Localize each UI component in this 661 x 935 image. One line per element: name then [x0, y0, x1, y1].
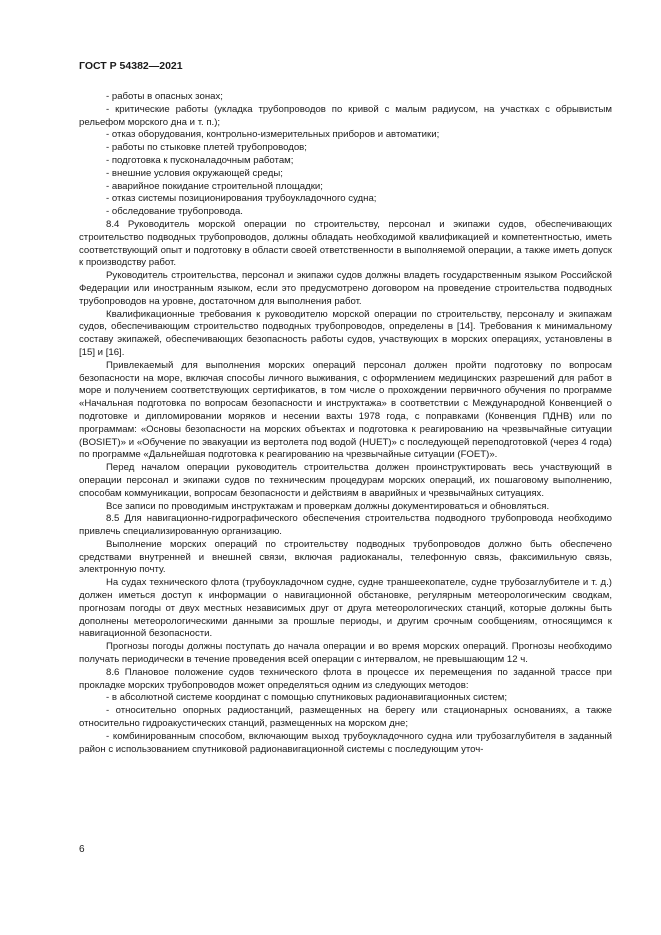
paragraph-8-5: 8.5 Для навигационно-гидрографического обеспечения строительства подводного трубопровода необходимо привлечь специализированную организацию.: [79, 513, 612, 538]
paragraph: На судах технического флота (трубоукладочном судне, судне траншеекопателе, судне трубозаглубителе и т. д.) должен иметься доступ к информации о навигационной обстановке, регулярным метеорологическим сводкам, прогнозам погоды от двух местных независимых друг от друга метеорологических станций, которые должны быть дополнены метеорологическими данными за прошлые периоды, и другим срочным сообщениям, относящимся к навигационной безопасности.: [79, 577, 612, 640]
paragraph: Перед началом операции руководитель строительства должен проинструктировать весь участвующий в операции персонал и экипажи судов по техническим процедурам морских операций, их пошаговому выполнению, способам коммуникации, вопросам безопасности и действиям в аварийных и чрезвычайных ситуациях.: [79, 462, 612, 499]
list-item: - в абсолютной системе координат с помощью спутниковых радионавигационных систем;: [106, 692, 507, 704]
document-body: [79, 91, 612, 756]
list-item: - работы в опасных зонах;: [106, 91, 223, 102]
paragraph-8-4: 8.4 Руководитель морской операции по строительству, персонал и экипажи судов, обеспечивающих строительство подводных трубопроводов, должны обладать необходимой квалификацией и компетентностью, иметь соответствующий опыт и подготовку в области своей ответственности в выполняемой операции, а также иметь допуск к производству работ.: [79, 218, 612, 269]
paragraph: Выполнение морских операций по строительству подводных трубопроводов должно быть обеспечено средствами внутренней и внешней связи, включая радиоканалы, телефонную связь, факсимильную связь, электронную почту.: [79, 538, 612, 576]
list-item: - отказ оборудования, контрольно-измерительных приборов и автоматики;: [106, 129, 440, 141]
paragraph: Прогнозы погоды должны поступать до начала операции и во время морских операций. Прогнозы необходимо получать периодически в течение проведения всей операции с интервалом, не превышающим 12 ч.: [79, 641, 612, 666]
list-item: - подготовка к пусконаладочным работам;: [106, 154, 294, 166]
list-item: - аварийное покидание строительной площадки;: [106, 180, 323, 192]
paragraph: Руководитель строительства, персонал и экипажи судов должны владеть государственным языком Российской Федерации или иностранным языком, если это предусмотрено договором на проведение строительства подводных трубопроводов на уровне, достаточном для выполнения работ.: [79, 270, 612, 307]
paragraph: Все записи по проводимым инструктажам и проверкам должны документироваться и обновляться.: [106, 500, 550, 512]
list-item: - отказ системы позиционирования трубоукладочного судна;: [106, 193, 377, 205]
paragraph: Привлекаемый для выполнения морских операций персонал должен пройти подготовку по вопросам безопасности на море, включая способы личного выживания, с оформлением медицинских разрешений для работ в море и получением соответствующих сертификатов, в том числе о прохождении первичного обучения по программе «Начальная подготовка по вопросам безопасности и инструктажа» в соответствии с Международной Конвенцией о подготовке и дипломировании моряков и несении вахты 1978 года, с поправками (Конвенция ПДНВ) или по программам: «Основы безопасности на морских объектах и подготовка к реагированию на чрезвычайные ситуации (BOSIET)» и «Обучение по эвакуации из вертолета под водой (HUET)» с последующей переподготовкой (через 4 года) по программе «Дальнейшая подготовка к реагированию на чрезвычайные ситуации (FOET)».: [79, 359, 612, 461]
list-item: - критические работы (укладка трубопроводов по кривой с малым радиусом, на участках с обрывистым рельефом морского дна и т. п.);: [79, 103, 612, 128]
list-item: - комбинированным способом, включающим выход трубоукладочного судна или трубозаглубителя в заданный район с использованием спутниковой радионавигационной системы с последующим уточ-: [79, 730, 612, 755]
list-item: - обследование трубопровода.: [106, 206, 243, 218]
paragraph-8-6: 8.6 Плановое положение судов технического флота в процессе их перемещения по заданной трассе при прокладке морских трубопроводов может определяться одним из следующих методов:: [79, 666, 612, 691]
page-number: 6: [79, 844, 85, 855]
list-item: - относительно опорных радиостанций, размещенных на берегу или стационарных основаниях, а также относительно гидроакустических станций, размещенных на морском дне;: [79, 705, 612, 730]
document-header: ГОСТ Р 54382—2021: [79, 60, 183, 72]
list-item: - работы по стыковке плетей трубопроводов;: [106, 142, 307, 154]
paragraph: Квалификационные требования к руководителю морской операции по строительству, персоналу и экипажам судов, обеспечивающим строительство подводных трубопроводов, определены в [14]. Требования к минимальному составу экипажей, обеспечивающих безопасность работы судов, участвующих в морских операциях, установлены в [15] и [16].: [79, 308, 612, 358]
list-item: - внешние условия окружающей среды;: [106, 167, 283, 179]
